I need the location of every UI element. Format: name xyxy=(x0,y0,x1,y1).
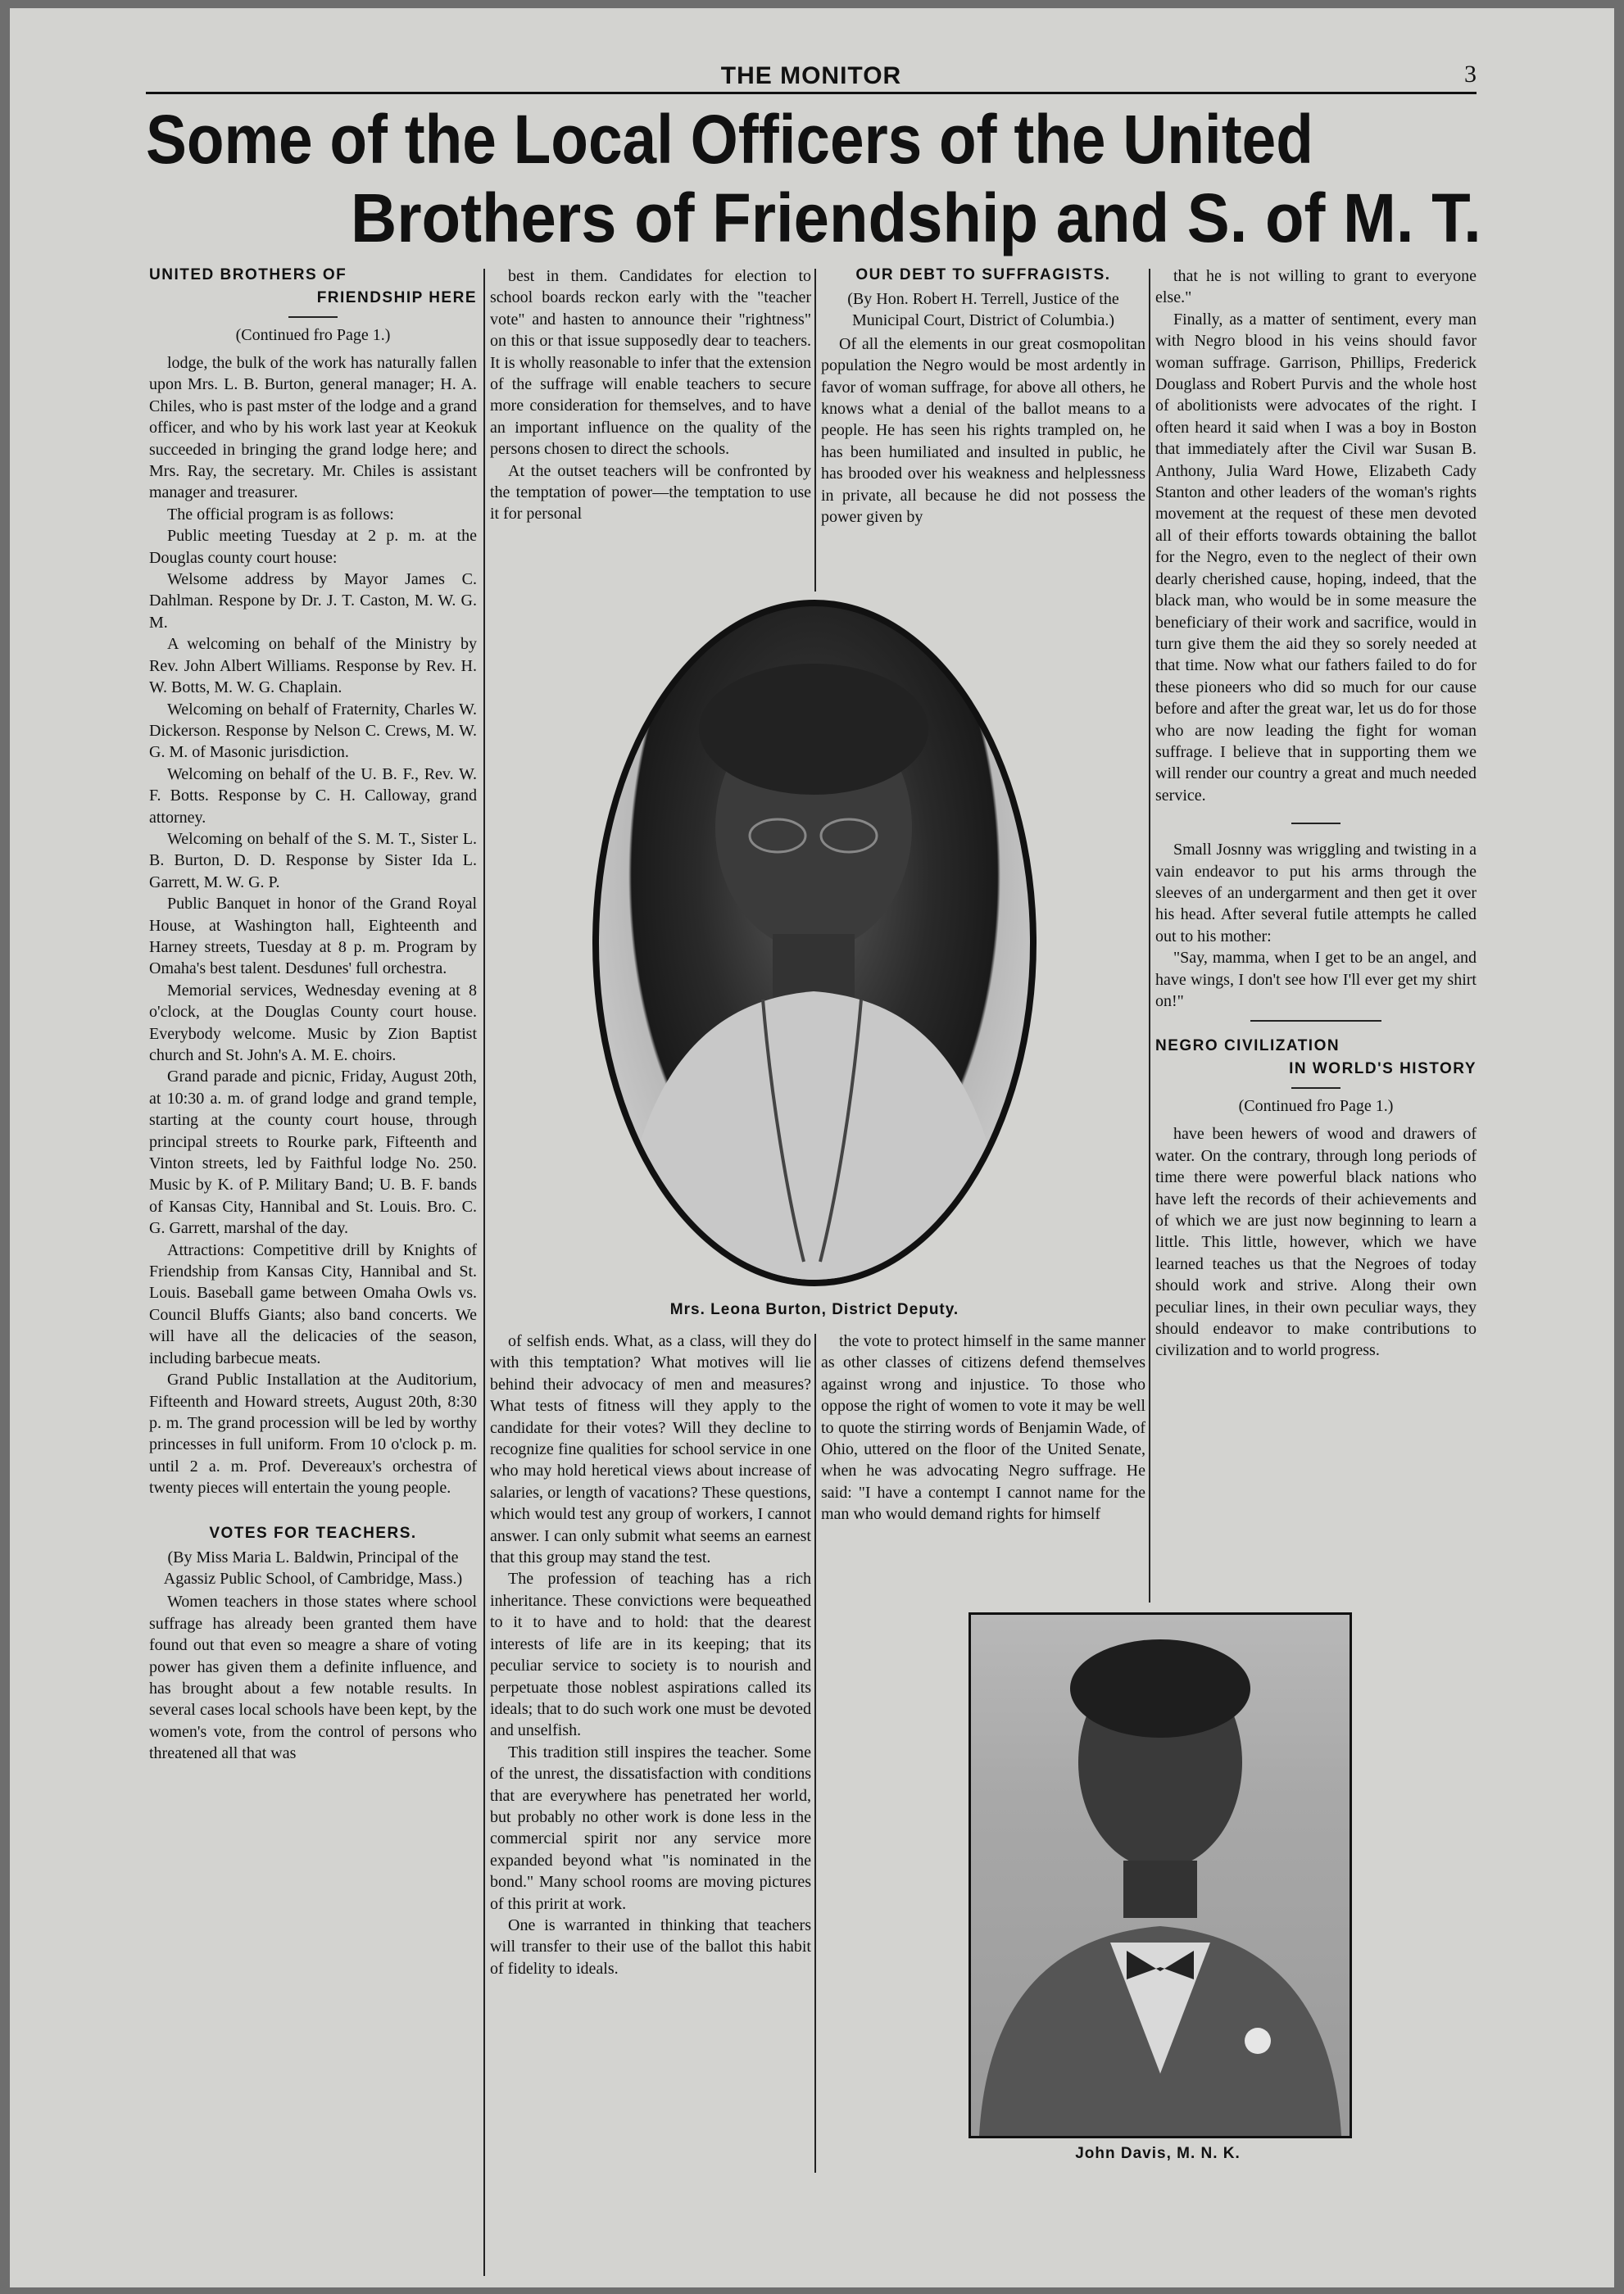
continued-note: (Continued fro Page 1.) xyxy=(1238,1097,1394,1116)
column-2-bottom xyxy=(490,1331,811,1979)
col4-heading-line2: IN WORLD'S HISTORY xyxy=(1289,1060,1477,1078)
column-rule xyxy=(814,269,816,592)
column-4 xyxy=(1155,265,1477,1362)
paragraph: Public Banquet in honor of the Grand Royal House, at Washington hall, Eighteenth and Harney streets, Tuesday at 8 p. m. Program by Omaha's best talent. Desdunes' full orchestra. xyxy=(149,895,477,978)
col1-article-body xyxy=(149,352,477,1499)
paragraph: Small Josnny was wriggling and twisting in a vain endeavor to put his arms through the sleeves of an undergarment and then get it over his head. After several futile attempts he called out to his mother: xyxy=(1155,841,1477,945)
paragraph: Finally, as a matter of sentiment, every man with Negro blood in his veins should favor woman suffrage. Garrison, Phillips, Frederick Douglass and Robert Purvis and the whole host of abolitionists were advocates of the right. I often heard it said when I was a boy in Boston that immediately after the Civil war Susan B. Anthony, Julia Ward Howe, Elizabeth Cady Stanton and other leaders of the woman's rights movement at the request of these men devoted all of their efforts towards obtaining the ballot for the Negro, even to the neglect of their own dearly cherished cause, hoping, indeed, that the black man, who would be in some measure the beneficiary of their work and sacrifice, would in turn give them the aid they so sorely needed at that time. Now what our fathers failed to do for these pioneers who did so much for our cause before and after the great war, let us do for those who are now leading the fight for woman suffrage. I believe that in supporting them we will render our country a great and much needed service. xyxy=(1155,310,1477,805)
col1-heading-line2: FRIENDSHIP HERE xyxy=(316,289,477,306)
col2-bottom-body xyxy=(490,1331,811,1979)
paragraph: the vote to protect himself in the same manner as other classes of citizens defend themselves against wrong and injustice. To those who oppose the right of women to vote it may be well to quote the stirring words of Benjamin Wade, of Ohio, uttered on the floor of the United Senate, when he was advocating Negro suffrage. He said: "I have a contempt I cannot name for the man who would demand rights for himself xyxy=(821,1332,1145,1524)
divider xyxy=(288,316,338,318)
paragraph: best in them. Candidates for election to school boards reckon early with the "teacher vote" and hasten to announce their "rightness" on this or that issue supposedly dear to teachers. It is wholly reasonable to infer that the extension of the suffrage will enable teachers to secure more consideration for themselves, and to have an important influence on the quality of the persons chosen to direct the schools. xyxy=(490,267,811,459)
paragraph: Public meeting Tuesday at 2 p. m. at the Douglas county court house: xyxy=(149,527,477,567)
portrait-image xyxy=(599,606,1030,1280)
column-1 xyxy=(149,264,477,1765)
photo-leona-burton xyxy=(592,600,1037,1286)
paragraph: Women teachers in those states where school suffrage has already been granted them have found out that even so meagre a share of voting power has given them a definite influence, and has brought about a few notable results. In several cases local schools have been kept, by the women's vote, from the control of persons who threatened all that was xyxy=(149,1593,477,1763)
paragraph: The official program is as follows: xyxy=(167,505,394,524)
paragraph: lodge, the bulk of the work has naturally fallen upon Mrs. L. B. Burton, general manager; H. A. Chiles, who is past mster of the lodge and a grand officer, and who by his work last year at Keokuk succeeded in bringing the grand lodge here; and Mrs. Ray, the secretary. Mr. Chiles is assistant manager and treasurer. xyxy=(149,354,477,502)
paragraph: Grand parade and picnic, Friday, August 20th, at 10:30 a. m. of grand lodge and grand temple, starting at the county court house, through principal streets to Rourke park, Fifteenth and Vinton streets, led by Faithful lodge No. 250. Music by K. of P. Military Band; U. B. F. bands of Kansas City, Hannibal and St. Louis. Bro. C. G. Garrett, marshal of the day. xyxy=(149,1068,477,1238)
paragraph: One is warranted in thinking that teachers will transfer to their use of the ballot this habit of fidelity to ideals. xyxy=(490,1915,811,1978)
portrait-silhouette xyxy=(971,1615,1350,2136)
paragraph: Attractions: Competitive drill by Knights of Friendship from Kansas City, Hannibal and St. Louis. Baseball game between Omaha Owls vs. Council Bluffs Giants; also band concerts. We will have all the delicacies of the season, including barbecue meats. xyxy=(149,1240,477,1367)
continued-note: (Continued fro Page 1.) xyxy=(235,326,391,344)
headline-line-1: Some of the Local Officers of the United xyxy=(146,101,1313,178)
paragraph: Welcoming on behalf of the U. B. F., Rev. W. F. Botts. Response by C. H. Calloway, grand attorney. xyxy=(149,764,477,827)
col3-top-body xyxy=(821,333,1145,528)
column-rule xyxy=(1149,269,1150,1603)
column-rule xyxy=(814,1334,816,2173)
paragraph: A welcoming on behalf of the Ministry by Rev. John Albert Williams. Response by Rev. H. W. Botts, M. W. G. Chaplain. xyxy=(149,635,477,697)
paragraph: Welcoming on behalf of the S. M. T., Sister L. B. Burton, D. D. Response by Sister Ida L. Garrett, M. W. G. P. xyxy=(149,829,477,891)
paragraph: Welcoming on behalf of Fraternity, Charles W. Dickerson. Response by Nelson C. Crews, M. W. G. M. of Masonic jurisdiction. xyxy=(149,700,477,762)
paragraph: Memorial services, Wednesday evening at 8 o'clock, at the Douglas County court house. Everybody welcome. Music by Zion Baptist church and St. John's A. M. E. choirs. xyxy=(149,981,477,1064)
paragraph: Of all the elements in our great cosmopolitan population the Negro would be most ardently in favor of woman suffrage, for above all others, he knows what a denial of the ballot means to a people. He has seen his rights trampled on, he has been humiliated and insulted in public, he has brooded over his weakness and helplessness in private, all because he did not possess the power given by xyxy=(821,334,1145,527)
masthead xyxy=(146,59,1477,94)
col1-votes-body xyxy=(149,1591,477,1764)
col1-heading-line1: UNITED BROTHERS OF xyxy=(149,266,347,283)
photo-caption-burton: Mrs. Leona Burton, District Deputy. xyxy=(669,1301,959,1318)
column-rule xyxy=(483,269,485,2276)
photo-caption-davis: John Davis, M. N. K. xyxy=(1075,2145,1241,2162)
paragraph: have been hewers of wood and drawers of water. On the contrary, through long periods of time there were powerful black nations who have left the records of their achievements and of which we are just now beginning to learn a little. This little, however, which we have learned teaches us that the Negroes of today should work and strive. Along their own peculiar lines, in their own peculiar ways, they should endeavor to make contributions to civilization and to world progress. xyxy=(1155,1125,1477,1360)
paragraph: Grand Public Installation at the Auditorium, Fifteenth and Howard streets, August 20th, 8:30 p. m. The grand procession will be led by worthy princesses in full uniform. From 10 o'clock p. m. until 2 a. m. Prof. Devereaux's orchestra of twenty pieces will entertain the young people. xyxy=(149,1371,477,1498)
col3-heading: OUR DEBT TO SUFFRAGISTS. xyxy=(855,266,1111,283)
paragraph: This tradition still inspires the teacher. Some of the unrest, the dissatisfaction with conditions that are everywhere has penetrated her world, but probably no other work is done less in the commercial spirit nor any service more expanded beyond what "is nominated in the bond." Many school rooms are moving pictures of this pririt at work. xyxy=(490,1743,811,1913)
column-2-top xyxy=(490,265,811,525)
divider xyxy=(1250,1020,1381,1022)
col1-heading-votes-for-teachers: VOTES FOR TEACHERS. xyxy=(209,1524,417,1542)
col4-top-body xyxy=(1155,265,1477,806)
paragraph: of selfish ends. What, as a class, will they do with this temptation? What motives will lie behind their advocacy of men and measures? What tests of fitness will they apply to the candidate for their votes? Will they decline to recognize fine qualities for school service in one who may hold heretical views about increase of salaries, or length of vacations? These questions, which would test any group of workers, I cannot answer. I can only submit what seems an earnest that this group may stand the test. xyxy=(490,1332,811,1567)
photo-john-davis xyxy=(969,1612,1352,2138)
divider xyxy=(1291,823,1340,824)
col3-byline: (By Hon. Robert H. Terrell, Justice of the Municipal Court, District of Columbia.) xyxy=(847,290,1119,330)
col3-bottom-body xyxy=(821,1331,1145,1526)
headline-line-2: Brothers of Friendship and S. of M. T. xyxy=(351,179,1481,256)
column-3-bottom xyxy=(821,1331,1145,1526)
col2-top-body xyxy=(490,265,811,525)
paragraph: The profession of teaching has a rich inheritance. These convictions were bequeathed to it to have and to hold: that the dearest interests of life are in its keeping; that its peculiar service to society is to nourish and perpetuate those noblest aspirations called its ideals; that to do such work one must be devoted and unselfish. xyxy=(490,1570,811,1740)
paragraph: "Say, mamma, when I get to be an angel, and have wings, I don't see how I'll ever get my shirt on!" xyxy=(1155,949,1477,1010)
divider xyxy=(1291,1087,1340,1089)
masthead-title: THE MONITOR xyxy=(720,62,902,89)
col4-heading-line1: NEGRO CIVILIZATION xyxy=(1155,1037,1340,1055)
column-3-top xyxy=(821,264,1145,528)
col4-joke-body xyxy=(1155,839,1477,1012)
portrait-silhouette xyxy=(599,606,1030,1280)
paragraph: At the outset teachers will be confronted by the temptation of power—the temptation to use it for personal xyxy=(490,461,811,524)
col1-byline: (By Miss Maria L. Baldwin, Principal of the Agassiz Public School, of Cambridge, Mass.) xyxy=(163,1548,463,1588)
page-number: 3 xyxy=(1464,61,1477,88)
paragraph: Welsome address by Mayor James C. Dahlman. Respone by Dr. J. T. Caston, M. W. G. M. xyxy=(149,570,477,632)
newspaper-page xyxy=(10,8,1614,2287)
col4-bottom-body xyxy=(1155,1123,1477,1361)
paragraph: that he is not willing to grant to everyone else." xyxy=(1155,267,1477,307)
